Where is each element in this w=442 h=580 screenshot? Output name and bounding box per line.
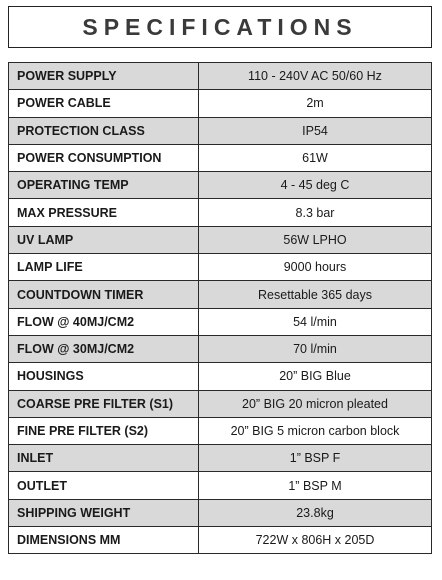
spec-label: FLOW @ 40MJ/CM2 [9, 308, 199, 335]
spec-value: 61W [199, 144, 432, 171]
spec-row [9, 117, 432, 144]
spec-row [9, 308, 432, 335]
spec-label: LAMP LIFE [9, 254, 199, 281]
spec-label: OUTLET [9, 472, 199, 499]
specifications-table [8, 62, 432, 554]
spec-value: 23.8kg [199, 499, 432, 526]
specifications-table-body [9, 63, 432, 554]
spec-row [9, 226, 432, 253]
spec-value: 2m [199, 90, 432, 117]
spec-label: SHIPPING WEIGHT [9, 499, 199, 526]
spec-label: PROTECTION CLASS [9, 117, 199, 144]
spec-label: MAX PRESSURE [9, 199, 199, 226]
spec-value: 20” BIG Blue [199, 363, 432, 390]
page-title: SPECIFICATIONS [82, 13, 358, 40]
spec-value: 110 - 240V AC 50/60 Hz [199, 63, 432, 90]
spec-value: 722W x 806H x 205D [199, 527, 432, 554]
spec-label: UV LAMP [9, 226, 199, 253]
spec-value: 8.3 bar [199, 199, 432, 226]
specifications-header [8, 6, 432, 48]
spec-label: POWER CABLE [9, 90, 199, 117]
spec-label: FINE PRE FILTER (S2) [9, 417, 199, 444]
spec-label: OPERATING TEMP [9, 172, 199, 199]
spec-row [9, 254, 432, 281]
spec-label: POWER SUPPLY [9, 63, 199, 90]
spec-row [9, 90, 432, 117]
spec-value: 9000 hours [199, 254, 432, 281]
spec-row [9, 199, 432, 226]
spec-label: FLOW @ 30MJ/CM2 [9, 335, 199, 362]
spec-row [9, 172, 432, 199]
spec-row [9, 390, 432, 417]
spec-value: IP54 [199, 117, 432, 144]
spec-value: 1” BSP M [199, 472, 432, 499]
spec-row [9, 417, 432, 444]
spec-row [9, 281, 432, 308]
spec-value: Resettable 365 days [199, 281, 432, 308]
spec-label: COUNTDOWN TIMER [9, 281, 199, 308]
spec-label: COARSE PRE FILTER (S1) [9, 390, 199, 417]
spec-row [9, 527, 432, 554]
spec-row [9, 445, 432, 472]
spec-value: 1” BSP F [199, 445, 432, 472]
spec-value: 20” BIG 20 micron pleated [199, 390, 432, 417]
spec-value: 4 - 45 deg C [199, 172, 432, 199]
spec-value: 70 l/min [199, 335, 432, 362]
spec-row [9, 335, 432, 362]
spec-label: DIMENSIONS MM [9, 527, 199, 554]
spec-label: HOUSINGS [9, 363, 199, 390]
spec-label: POWER CONSUMPTION [9, 144, 199, 171]
spec-value: 20” BIG 5 micron carbon block [199, 417, 432, 444]
spec-label: INLET [9, 445, 199, 472]
spec-value: 56W LPHO [199, 226, 432, 253]
spec-row [9, 63, 432, 90]
spec-value: 54 l/min [199, 308, 432, 335]
spec-row [9, 499, 432, 526]
spec-row [9, 472, 432, 499]
spec-row [9, 144, 432, 171]
spec-row [9, 363, 432, 390]
